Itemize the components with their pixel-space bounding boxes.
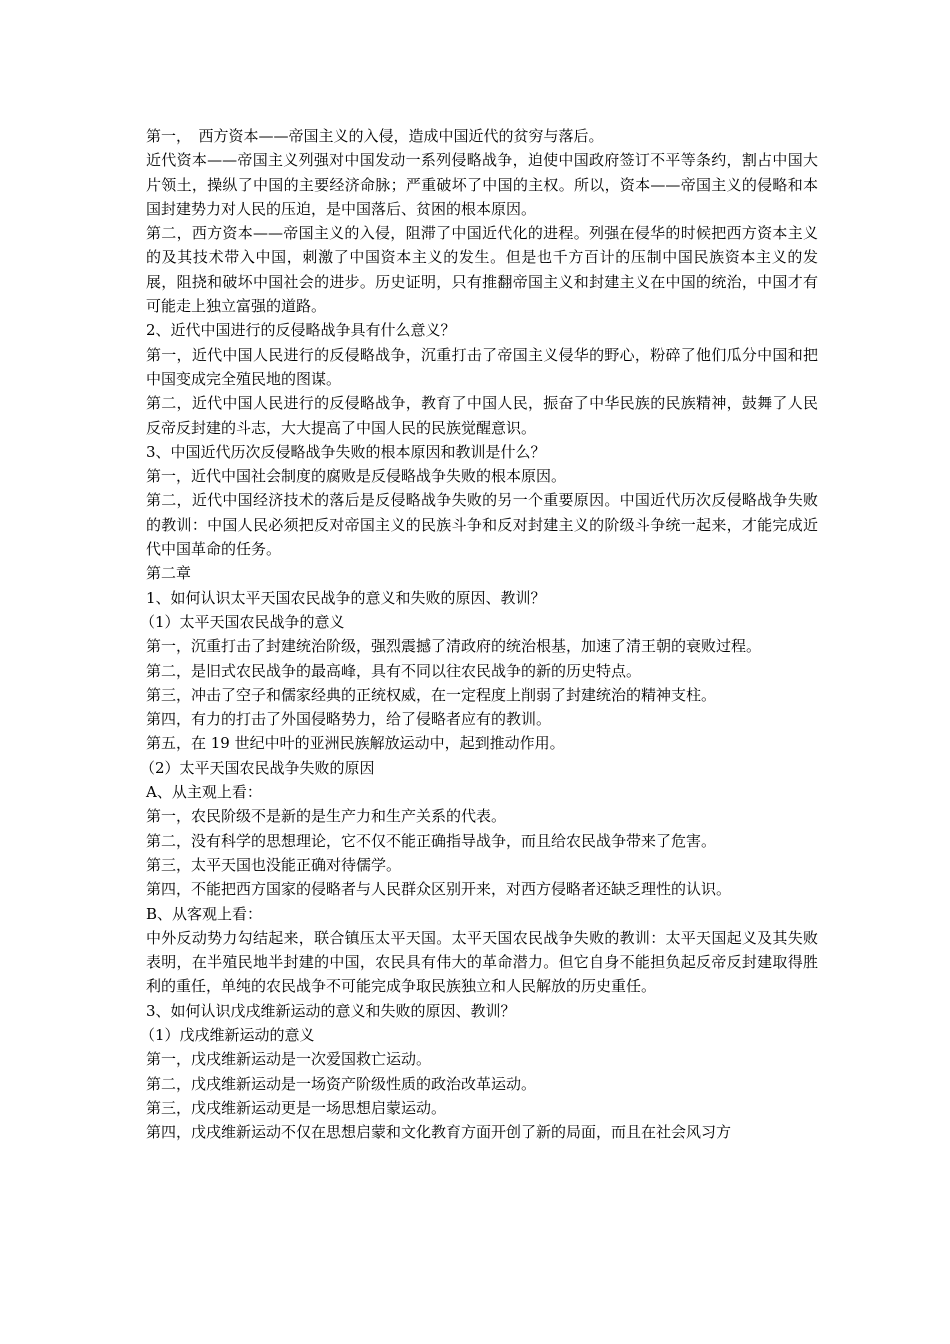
sub-heading: （1）太平天国农民战争的意义 xyxy=(140,612,345,631)
paragraph: 第四，有力的打击了外国侵略势力，给了侵略者应有的教训。 xyxy=(146,710,552,729)
document-body xyxy=(140,124,818,1144)
section-label: B、从客观上看： xyxy=(146,904,263,923)
paragraph: 第二，西方资本——帝国主义的入侵，阻滞了中国近代化的进程。列强在侵华的时候把西方资本主义的及其技术带入中国，刺激了中国资本主义的发生。但是也千方百计的压制中国民族资本主义的发展，阻挠和破坏中国社会的进步。历史证明，只有推翻帝国主义和封建主义在中国的统治，中国才有可能走上独立富强的道路。 xyxy=(146,224,818,316)
sub-heading: （1）戊戌维新运动的意义 xyxy=(140,1025,315,1044)
paragraph: 第三，太平天国也没能正确对待儒学。 xyxy=(146,855,402,874)
paragraph: 第四，戊戌维新运动不仅在思想启蒙和文化教育方面开创了新的局面，而且在社会风习方 xyxy=(146,1123,732,1142)
paragraph: 第二，近代中国经济技术的落后是反侵略战争失败的另一个重要原因。中国近代历次反侵略战争失败的教训：中国人民必须把反对帝国主义的民族斗争和反对封建主义的阶级斗争统一起来，才能完成近代中国革命的任务。 xyxy=(146,491,818,559)
paragraph: 第二，戊戌维新运动是一场资产阶级性质的政治改革运动。 xyxy=(146,1074,537,1093)
paragraph: 第一，近代中国社会制度的腐败是反侵略战争失败的根本原因。 xyxy=(146,467,567,486)
question-heading: 3、中国近代历次反侵略战争失败的根本原因和教训是什么？ xyxy=(146,442,546,461)
paragraph: 近代资本——帝国主义列强对中国发动一系列侵略战争，迫使中国政府签订不平等条约，割占中国大片领土，操纵了中国的主要经济命脉；严重破坏了中国的主权。所以，资本——帝国主义的侵略和本国封建势力对人民的压迫，是中国落后、贫困的根本原因。 xyxy=(146,151,818,218)
paragraph: 第三，冲击了空子和儒家经典的正统权威，在一定程度上削弱了封建统治的精神支柱。 xyxy=(146,685,717,704)
paragraph: 第三，戊戌维新运动更是一场思想启蒙运动。 xyxy=(146,1098,447,1117)
paragraph: 中外反动势力勾结起来，联合镇压太平天国。太平天国农民战争失败的教训：太平天国起义及其失败表明，在半殖民地半封建的中国，农民具有伟大的革命潜力。但它自身不能担负起反帝反封建取得胜利的重任，单纯的农民战争不可能完成争取民族独立和人民解放的历史重任。 xyxy=(146,928,818,996)
paragraph: 第二，没有科学的思想理论，它不仅不能正确指导战争，而且给农民战争带来了危害。 xyxy=(146,831,717,850)
paragraph: 第二，近代中国人民进行的反侵略战争，教育了中国人民，振奋了中华民族的民族精神，鼓舞了人民反帝反封建的斗志，大大提高了中国人民的民族觉醒意识。 xyxy=(146,394,818,437)
chapter-heading: 第二章 xyxy=(146,564,192,583)
paragraph: 第四，不能把西方国家的侵略者与人民群众区别开来，对西方侵略者还缺乏理性的认识。 xyxy=(146,880,732,899)
sub-heading: （2）太平天国农民战争失败的原因 xyxy=(140,758,375,777)
paragraph: 第一， 西方资本——帝国主义的入侵，造成中国近代的贫穷与落后。 xyxy=(146,127,604,145)
paragraph: 第一，农民阶级不是新的是生产力和生产关系的代表。 xyxy=(146,807,507,826)
paragraph: 第一，近代中国人民进行的反侵略战争，沉重打击了帝国主义侵华的野心，粉碎了他们瓜分中国和把中国变成完全殖民地的图谋。 xyxy=(146,345,818,388)
paragraph: 第二，是旧式农民战争的最高峰，具有不同以往农民战争的新的历史特点。 xyxy=(146,661,642,680)
question-heading: 2、近代中国进行的反侵略战争具有什么意义？ xyxy=(146,321,456,340)
paragraph: 第一，戊戌维新运动是一次爱国救亡运动。 xyxy=(146,1050,432,1069)
paragraph: 第一，沉重打击了封建统治阶级，强烈震撼了清政府的统治根基，加速了清王朝的衰败过程。 xyxy=(146,637,762,656)
question-heading: 3、如何认识戊戌维新运动的意义和失败的原因、教训？ xyxy=(146,1001,516,1020)
paragraph: 第五，在 19 世纪中叶的亚洲民族解放运动中，起到推动作用。 xyxy=(146,734,565,753)
section-label: A、从主观上看： xyxy=(146,783,262,802)
question-heading: 1、如何认识太平天国农民战争的意义和失败的原因、教训？ xyxy=(146,588,546,607)
